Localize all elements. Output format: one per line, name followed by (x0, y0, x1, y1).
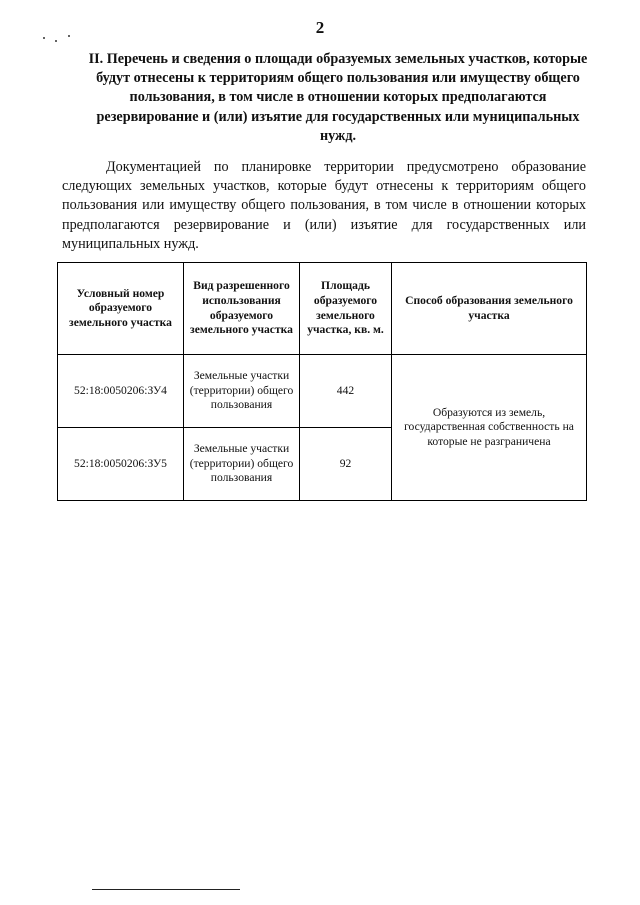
plot-number-cell: 52:18:0050206:ЗУ5 (58, 428, 184, 501)
plot-number-cell: 52:18:0050206:ЗУ4 (58, 355, 184, 428)
footer-rule (92, 889, 240, 890)
table-row (58, 355, 587, 428)
intro-paragraph: Документацией по планировке территории предусмотрено образование следующих земельных участков, которые будут отнесены к территориям общего пользования или имуществу общего пользования, в том числе в отношении которых предполагаются резервирование и (или) изъятие для государственных или муниципальных нужд. (62, 159, 586, 252)
land-plots-table (57, 262, 587, 501)
header-formation-method: Способ образования земельного участка (392, 263, 587, 355)
scan-dot (55, 40, 57, 42)
header-permitted-use: Вид разрешенного использования образуемого земельного участка (184, 263, 300, 355)
table-header-row (58, 263, 587, 355)
header-plot-number: Условный номер образуемого земельного участка (58, 263, 184, 355)
header-area: Площадь образуемого земельного участка, кв. м. (300, 263, 392, 355)
area-cell: 92 (300, 428, 392, 501)
area-cell: 442 (300, 355, 392, 428)
section-title: II. Перечень и сведения о площади образуемых земельных участков, которые будут отнесены к территориям общего пользования или имуществу общего пользования, в том числе в отношении которых предполагаются резервирование и (или) изъятие для государственных или муниципальных нужд. (88, 51, 588, 144)
page-number: 2 (315, 18, 325, 37)
formation-method-cell: Образуются из земель, государственная собственность на которые не разграничена (392, 355, 587, 501)
permitted-use-cell: Земельные участки (территории) общего пользования (184, 428, 300, 501)
permitted-use-cell: Земельные участки (территории) общего пользования (184, 355, 300, 428)
